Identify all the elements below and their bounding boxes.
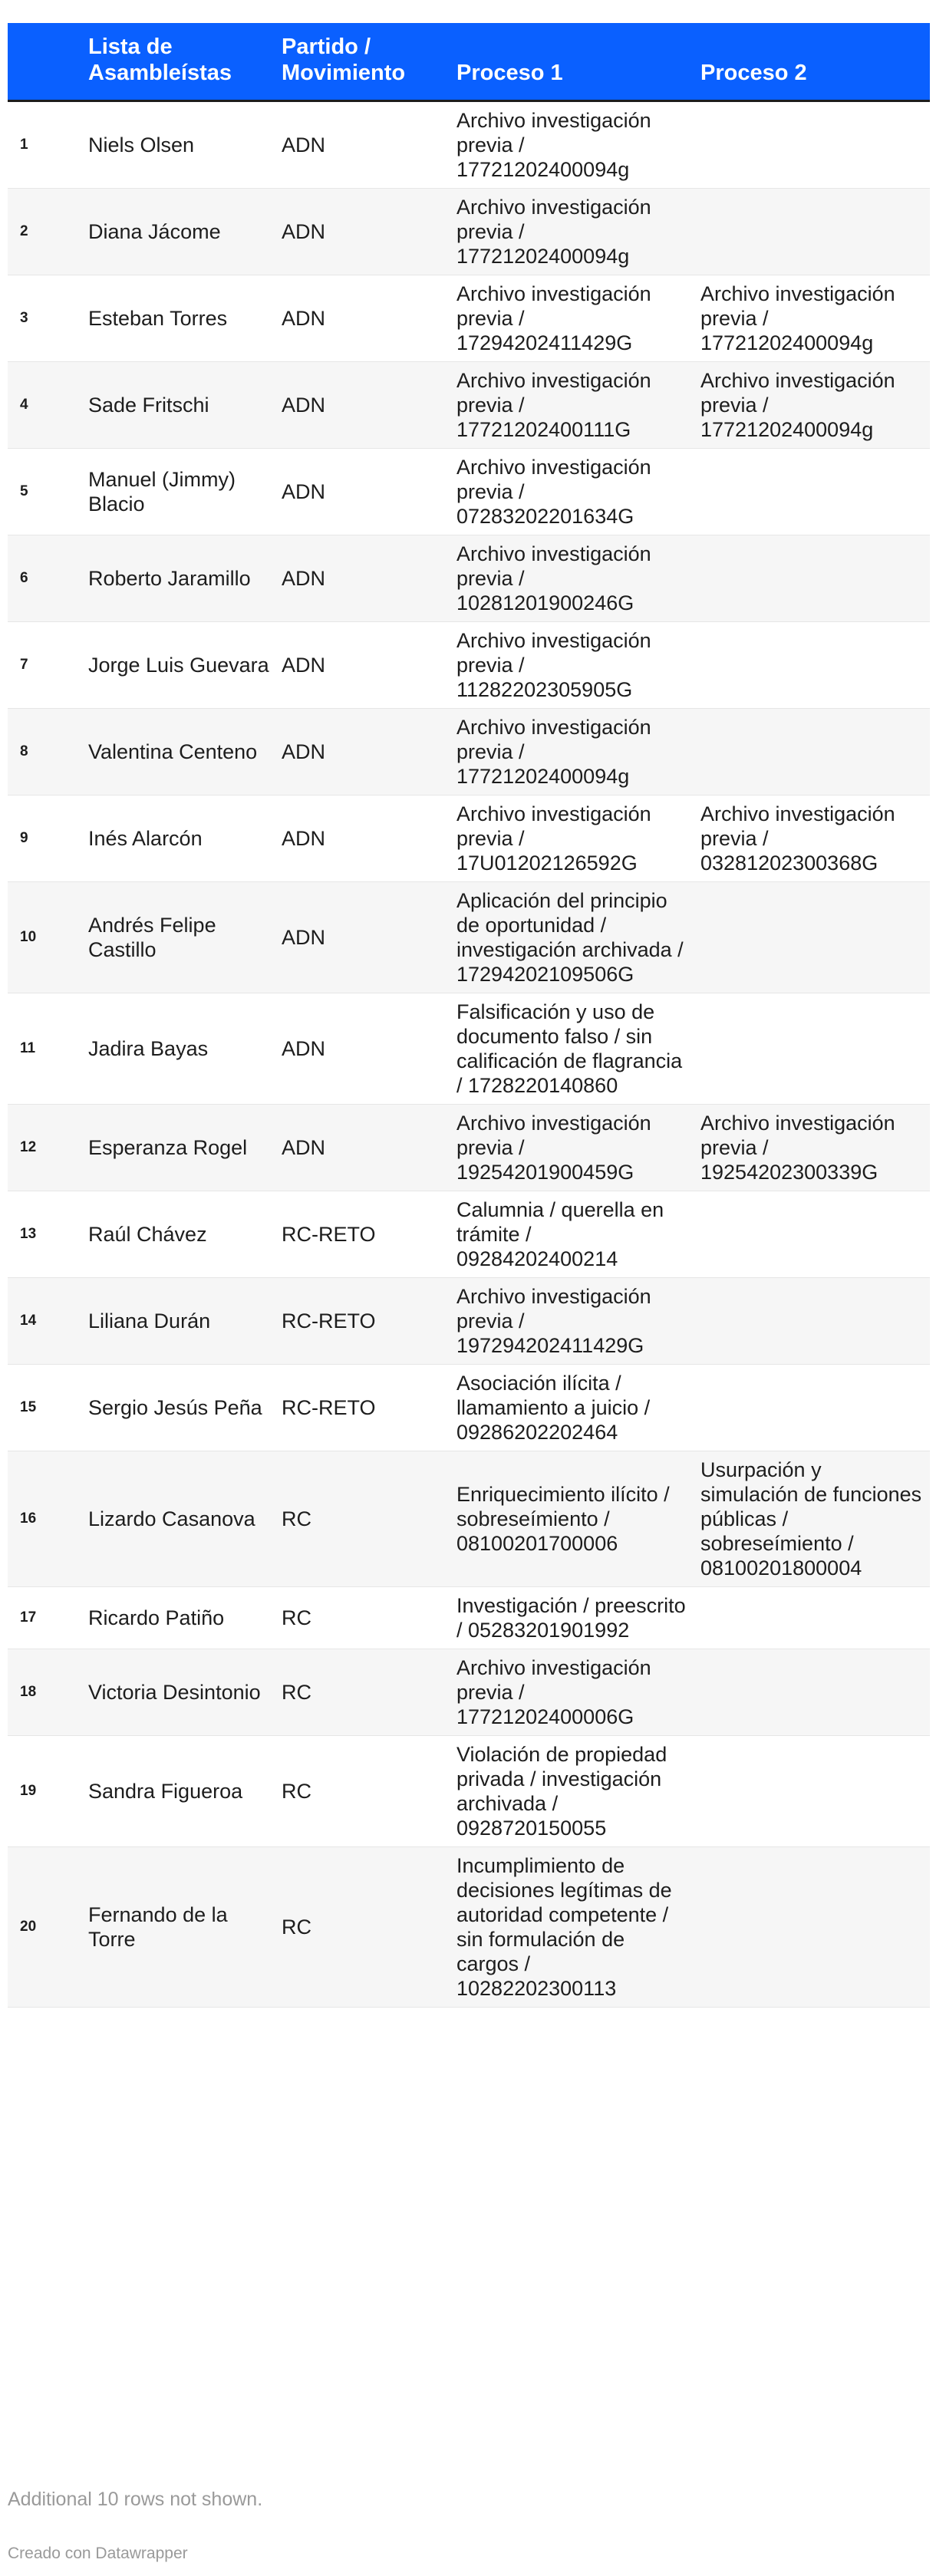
table-row [8,535,930,622]
table-row [8,1736,930,1847]
proceso-2 [700,101,930,189]
proceso-2 [700,1365,930,1451]
party-name: RC [282,1916,311,1939]
proceso-1: Archivo investigación previa / 17721202400111G [456,369,651,441]
party-name: ADN [282,480,326,503]
party-name: ADN [282,1136,326,1159]
row-number: 1 [20,137,28,153]
asambleista-name: Esperanza Rogel [88,1136,248,1159]
table-header [8,23,930,101]
header-partido[interactable]: Partido / Movimiento [282,23,456,101]
table-row [8,993,930,1105]
proceso-1: Falsificación y uso de documento falso / sin calificación de flagrancia / 1728220140860 [456,1000,683,1097]
asambleista-name: Fernando de la Torre [88,1903,228,1951]
proceso-1: Calumnia / querella en trámite / 09284202400214 [456,1198,664,1270]
proceso-1: Archivo investigación previa / 19254201900459G [456,1112,651,1184]
party-name: RC [282,1681,311,1704]
row-number: 11 [20,1040,36,1056]
table-row [8,882,930,993]
party-name: RC [282,1606,311,1629]
table-row [8,709,930,796]
proceso-2 [700,1736,930,1847]
proceso-2 [700,1278,930,1365]
party-name: RC [282,1507,311,1530]
proceso-2 [700,993,930,1105]
party-name: ADN [282,133,326,156]
row-number: 12 [20,1139,37,1155]
proceso-2: Archivo investigación previa / 17721202400094g [700,282,895,354]
row-number: 17 [20,1609,37,1626]
asambleista-name: Manuel (Jimmy) Blacio [88,468,236,516]
data-table [8,23,930,2008]
asambleista-name: Lizardo Casanova [88,1507,255,1530]
row-number: 18 [20,1684,37,1700]
table-row [8,449,930,535]
party-name: ADN [282,1037,326,1060]
header-number[interactable] [8,23,88,101]
table-body [8,101,930,2008]
proceso-2: Archivo investigación previa / 03281202300368G [700,802,895,875]
proceso-1: Archivo investigación previa / 17294202411429G [456,282,651,354]
asambleista-name: Victoria Desintonio [88,1681,261,1704]
table-row [8,1451,930,1587]
proceso-1: Enriquecimiento ilícito / sobreseímiento / 08100201700006 [456,1483,670,1555]
proceso-1: Archivo investigación previa / 17721202400094g [456,196,651,268]
asambleista-name: Valentina Centeno [88,740,258,763]
party-name: ADN [282,827,326,850]
party-name: ADN [282,654,326,677]
proceso-1: Archivo investigación previa / 17U01202126592G [456,802,651,875]
table-row [8,189,930,275]
proceso-1: Archivo investigación previa / 11282202305905G [456,629,651,701]
table-row [8,1365,930,1451]
row-number: 20 [20,1919,37,1935]
table-row [8,1847,930,2008]
asambleista-name: Andrés Felipe Castillo [88,914,216,961]
proceso-2 [700,449,930,535]
proceso-1: Investigación / preescrito / 05283201901992 [456,1594,686,1642]
table-row [8,1278,930,1365]
party-name: ADN [282,307,326,330]
proceso-2 [700,709,930,796]
proceso-1: Asociación ilícita / llamamiento a juicio / 09286202202464 [456,1372,651,1444]
asambleista-name: Raúl Chávez [88,1223,207,1246]
table-row [8,275,930,362]
proceso-1: Incumplimiento de decisiones legítimas de autoridad competente / sin formulación de cargos / 10282202300113 [456,1854,672,2000]
proceso-1: Violación de propiedad privada / investigación archivada / 0928720150055 [456,1743,667,1840]
row-number: 4 [20,397,28,413]
asambleista-name: Esteban Torres [88,307,228,330]
row-number: 14 [20,1313,37,1329]
proceso-1: Archivo investigación previa / 17721202400094g [456,109,651,181]
proceso-2 [700,1649,930,1736]
table-row [8,1191,930,1278]
party-name: RC-RETO [282,1396,376,1419]
proceso-1: Archivo investigación previa / 10281201900246G [456,542,651,614]
credit-link[interactable]: Creado con Datawrapper [8,2545,188,2562]
row-number: 5 [20,483,28,499]
row-number: 3 [20,310,28,326]
proceso-1: Archivo investigación previa / 17721202400006G [456,1656,651,1728]
proceso-1: Aplicación del principio de oportunidad / investigación archivada / 17294202109506G [456,889,684,986]
party-name: ADN [282,394,326,417]
proceso-1: Archivo investigación previa / 17721202400094g [456,716,651,788]
asambleista-name: Liliana Durán [88,1309,211,1332]
party-name: ADN [282,567,326,590]
asambleista-name: Inés Alarcón [88,827,203,850]
party-name: ADN [282,740,326,763]
table-row [8,796,930,882]
row-number: 16 [20,1510,37,1527]
table-row [8,622,930,709]
proceso-2 [700,1847,930,2008]
proceso-2: Archivo investigación previa / 17721202400094g [700,369,895,441]
proceso-2 [700,1587,930,1649]
proceso-2: Usurpación y simulación de funciones públicas / sobreseímiento / 08100201800004 [700,1458,922,1580]
asambleista-name: Jadira Bayas [88,1037,209,1060]
header-proceso-2[interactable]: Proceso 2 [700,23,930,101]
row-number: 15 [20,1399,37,1415]
party-name: RC [282,1780,311,1803]
row-number: 8 [20,743,28,759]
asambleista-name: Sade Fritschi [88,394,209,417]
proceso-2: Archivo investigación previa / 19254202300339G [700,1112,895,1184]
table-row [8,1649,930,1736]
row-number: 2 [20,223,28,239]
table-row [8,101,930,189]
row-number: 6 [20,570,28,586]
asambleista-name: Jorge Luis Guevara [88,654,269,677]
asambleista-name: Ricardo Patiño [88,1606,225,1629]
proceso-2 [700,535,930,622]
proceso-1: Archivo investigación previa / 07283202201634G [456,456,651,528]
row-number: 9 [20,830,28,846]
row-number: 19 [20,1783,37,1799]
table-row [8,1105,930,1191]
row-number: 7 [20,657,28,673]
proceso-2 [700,189,930,275]
proceso-2 [700,882,930,993]
table-notes: Additional 10 rows not shown. [8,2489,263,2510]
proceso-2 [700,1191,930,1278]
asambleista-name: Sandra Figueroa [88,1780,243,1803]
party-name: ADN [282,926,326,949]
party-name: ADN [282,220,326,243]
party-name: RC-RETO [282,1223,376,1246]
asambleista-name: Sergio Jesús Peña [88,1396,262,1419]
table-container [8,23,930,2008]
proceso-1: Archivo investigación previa / 197294202411429G [456,1285,651,1357]
asambleista-name: Diana Jácome [88,220,221,243]
header-row [8,23,930,101]
table-row [8,362,930,449]
row-number: 13 [20,1226,37,1242]
asambleista-name: Roberto Jaramillo [88,567,251,590]
table-row [8,1587,930,1649]
row-number: 10 [20,929,37,945]
asambleista-name: Niels Olsen [88,133,195,156]
header-asambleistas[interactable]: Lista de Asambleístas [88,23,282,101]
party-name: RC-RETO [282,1309,376,1332]
header-proceso-1[interactable]: Proceso 1 [456,23,700,101]
proceso-2 [700,622,930,709]
